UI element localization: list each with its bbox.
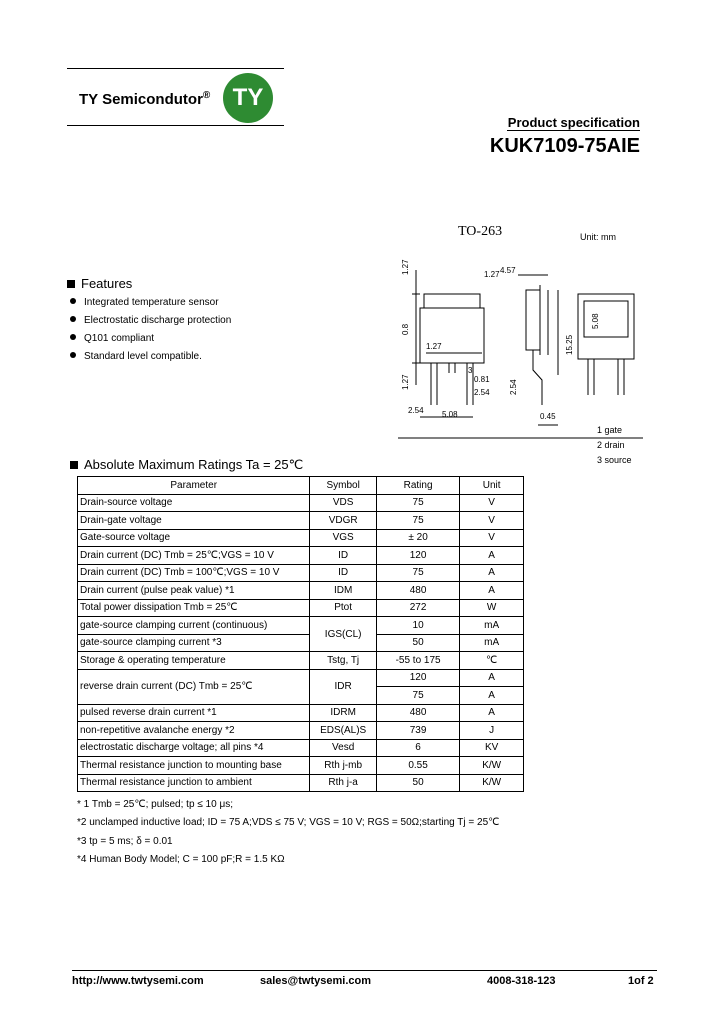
param-cell: pulsed reverse drain current *1 (78, 704, 310, 722)
table-row (78, 494, 524, 512)
unit-cell: V (460, 494, 524, 512)
dim-label: 2.54 (474, 388, 490, 397)
feature-item: Integrated temperature sensor (70, 297, 219, 308)
rating-cell: 75 (376, 564, 459, 582)
bullet-icon (70, 352, 76, 358)
dim-label: 5.08 (442, 410, 458, 419)
footer-website-link[interactable]: http://www.twtysemi.com (72, 975, 204, 987)
rating-cell: 75 (376, 512, 459, 530)
param-cell: Total power dissipation Tmb = 25℃ (78, 599, 310, 617)
rating-cell: 272 (376, 599, 459, 617)
feature-item: Electrostatic discharge protection (70, 315, 231, 326)
rating-cell: 50 (376, 634, 459, 652)
table-row (78, 529, 524, 547)
symbol-cell: IDRM (310, 704, 377, 722)
package-outline-drawing (398, 245, 646, 445)
bullet-icon (70, 316, 76, 322)
unit-cell: mA (460, 617, 524, 635)
param-cell: gate-source clamping current *3 (78, 634, 310, 652)
symbol-cell: EDS(AL)S (310, 722, 377, 740)
table-row (78, 547, 524, 565)
symbol-cell: VDGR (310, 512, 377, 530)
symbol-cell: IDR (310, 669, 377, 704)
unit-cell: KV (460, 739, 524, 757)
symbol-cell: VGS (310, 529, 377, 547)
pin-source: 3 source (597, 455, 632, 465)
footer-email-link[interactable]: sales@twtysemi.com (260, 975, 371, 987)
table-row (78, 704, 524, 722)
column-header: Parameter (78, 477, 310, 495)
table-row (78, 757, 524, 775)
param-cell: electrostatic discharge voltage; all pins *4 (78, 739, 310, 757)
rating-cell: 75 (376, 687, 459, 705)
symbol-cell: Ptot (310, 599, 377, 617)
unit-cell: J (460, 722, 524, 740)
symbol-cell: VDS (310, 494, 377, 512)
param-cell: Gate-source voltage (78, 529, 310, 547)
table-header-row (78, 477, 524, 495)
dim-label: 1.27 (401, 259, 410, 275)
rating-cell: 75 (376, 494, 459, 512)
param-cell: Drain-source voltage (78, 494, 310, 512)
dim-label: 2.54 (408, 406, 424, 415)
dim-label: 4.57 (500, 266, 516, 275)
dim-label: 1.27 (401, 374, 410, 390)
package-units: Unit: mm (580, 232, 616, 242)
table-row (78, 617, 524, 635)
symbol-cell: IDM (310, 582, 377, 600)
rating-cell: 739 (376, 722, 459, 740)
param-cell: Drain current (DC) Tmb = 100℃;VGS = 10 V (78, 564, 310, 582)
unit-cell: A (460, 704, 524, 722)
unit-cell: ℃ (460, 652, 524, 670)
pin-drain: 2 drain (597, 440, 625, 450)
product-spec-label: Product specification (507, 115, 640, 130)
symbol-cell: ID (310, 547, 377, 565)
unit-cell: mA (460, 634, 524, 652)
param-cell: non-repetitive avalanche energy *2 (78, 722, 310, 740)
part-number: KUK7109-75AIE (489, 135, 640, 157)
unit-cell: A (460, 547, 524, 565)
dim-label: 0.8 (401, 323, 410, 335)
ratings-heading: Absolute Maximum Ratings Ta = 25℃ (70, 457, 303, 473)
footer-rule (72, 970, 657, 971)
rating-cell: 50 (376, 774, 459, 792)
rating-cell: 480 (376, 704, 459, 722)
dim-label: 1.27 (426, 342, 442, 351)
bullet-icon (70, 334, 76, 340)
unit-cell: V (460, 512, 524, 530)
company-name: TY Semicondutor® (79, 90, 211, 108)
param-cell: Drain current (DC) Tmb = 25℃;VGS = 10 V (78, 547, 310, 565)
bullet-icon (70, 298, 76, 304)
unit-cell: A (460, 564, 524, 582)
rating-cell: -55 to 175 (376, 652, 459, 670)
table-row (78, 739, 524, 757)
unit-cell: A (460, 582, 524, 600)
param-cell: Drain current (pulse peak value) *1 (78, 582, 310, 600)
param-cell: Thermal resistance junction to ambient (78, 774, 310, 792)
dim-label: 2.54 (509, 379, 518, 395)
footnote: *4 Human Body Model; C = 100 pF;R = 1.5 KΩ (77, 854, 285, 865)
ty-logo: TY (223, 73, 273, 123)
unit-cell: A (460, 687, 524, 705)
symbol-cell: Rth j-mb (310, 757, 377, 775)
dim-label: 5.08 (591, 313, 600, 329)
param-cell: Storage & operating temperature (78, 652, 310, 670)
table-row (78, 564, 524, 582)
symbol-cell: Tstg, Tj (310, 652, 377, 670)
unit-cell: A (460, 669, 524, 687)
symbol-cell: Vesd (310, 739, 377, 757)
package-title: TO-263 (458, 224, 503, 239)
pin-gate: 1 gate (597, 425, 623, 435)
symbol-cell: Rth j-a (310, 774, 377, 792)
unit-cell: K/W (460, 757, 524, 775)
dim-label: 1.27 (484, 270, 500, 279)
rating-cell: 6 (376, 739, 459, 757)
rating-cell: 120 (376, 669, 459, 687)
rating-cell: 480 (376, 582, 459, 600)
symbol-cell: ID (310, 564, 377, 582)
spec-top-rule (507, 130, 640, 131)
table-row (78, 512, 524, 530)
column-header: Rating (376, 477, 459, 495)
rating-cell: ± 20 (376, 529, 459, 547)
table-row (78, 599, 524, 617)
absolute-maximum-ratings-table (77, 476, 524, 792)
param-cell: reverse drain current (DC) Tmb = 25℃ (78, 669, 310, 704)
param-cell: Thermal resistance junction to mounting base (78, 757, 310, 775)
table-row (78, 634, 524, 652)
table-row (78, 669, 524, 687)
footnote: *3 tp = 5 ms; δ = 0.01 (77, 836, 173, 847)
column-header: Symbol (310, 477, 377, 495)
square-bullet-icon (67, 280, 75, 288)
dim-label: 3 (468, 366, 473, 375)
page-number: 1of 2 (628, 975, 654, 987)
feature-item: Q101 compliant (70, 333, 154, 344)
footnote: * 1 Tmb = 25℃; pulsed; tp ≤ 10 μs; (77, 799, 233, 810)
table-row (78, 722, 524, 740)
param-cell: gate-source clamping current (continuous) (78, 617, 310, 635)
table-row (78, 652, 524, 670)
unit-cell: K/W (460, 774, 524, 792)
table-row (78, 582, 524, 600)
param-cell: Drain-gate voltage (78, 512, 310, 530)
unit-cell: V (460, 529, 524, 547)
feature-item: Standard level compatible. (70, 351, 202, 362)
features-heading: Features (67, 276, 132, 291)
dim-label: 15.25 (565, 334, 574, 355)
header-top-rule (67, 68, 284, 69)
rating-cell: 120 (376, 547, 459, 565)
column-header: Unit (460, 477, 524, 495)
dim-label: 0.81 (474, 375, 490, 384)
header-bottom-rule (67, 125, 284, 126)
rating-cell: 0.55 (376, 757, 459, 775)
footnote: *2 unclamped inductive load; ID = 75 A;VDS ≤ 75 V; VGS = 10 V; RGS = 50Ω;starting Tj = 25℃ (77, 817, 500, 828)
square-bullet-icon (70, 461, 78, 469)
unit-cell: W (460, 599, 524, 617)
footer-phone: 4008-318-123 (487, 975, 556, 987)
table-row (78, 774, 524, 792)
dim-label: 0.45 (540, 412, 556, 421)
symbol-cell: IGS(CL) (310, 617, 377, 652)
rating-cell: 10 (376, 617, 459, 635)
